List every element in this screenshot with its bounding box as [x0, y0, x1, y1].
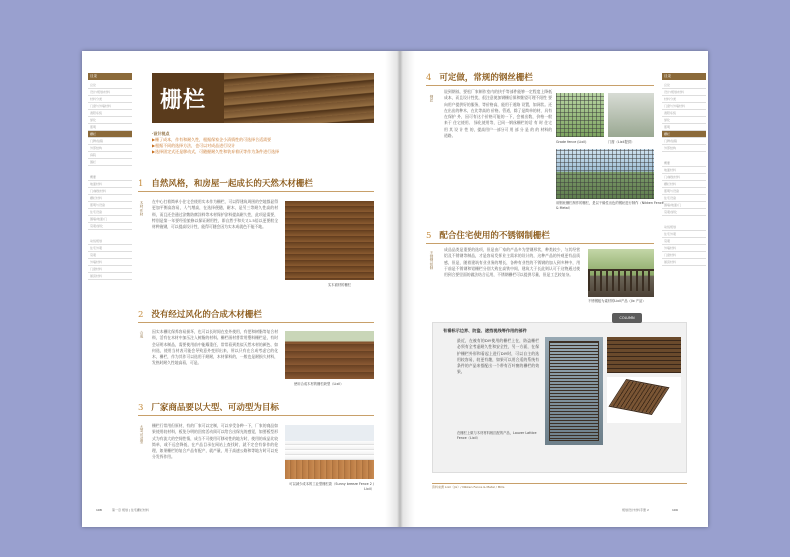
source-rule	[432, 483, 687, 484]
page-footer: 第一章 规划 | 住宅栅栏材料	[112, 508, 149, 512]
section-heading: 4 可定做，常规的钢丝栅栏	[426, 73, 533, 83]
sidenav-header: 目录	[88, 73, 132, 80]
sidenav-item[interactable]: 总论	[662, 82, 706, 89]
sidenav-item[interactable]: 设计/规划/材料	[662, 89, 706, 96]
design-point: ▶选择固定式还是移动式，可随握耐久性和装弃着厌等作为条件进行选择	[152, 149, 280, 154]
photo-caption: 实木面材的栅栏	[328, 283, 352, 287]
sidenav-item[interactable]: 动线规划	[88, 238, 132, 245]
sidenav-item[interactable]: 设计/规划/材料	[88, 89, 132, 96]
section-rule	[138, 191, 374, 192]
sidenav-item[interactable]: 照明与设备	[662, 188, 706, 195]
sidenav-item[interactable]: 门窗与外墙材料	[662, 103, 706, 110]
sidenav-item[interactable]: 外墙材料	[88, 259, 132, 266]
sidenav-item[interactable]: 外墙材料	[662, 245, 706, 252]
fence-photo	[224, 73, 374, 123]
left-sidenav	[88, 73, 132, 280]
sidenav-item[interactable]: 照明	[88, 124, 132, 131]
sidenav-item[interactable]: 景观	[662, 238, 706, 245]
right-sidenav	[662, 73, 706, 266]
section-label: 大型·可动型	[140, 425, 144, 444]
section-body: 栅栏行常用但原材，有的厂家可以定制，可以享受各种一下，厂家的商品如果使用较材料，板免分明的回房活动阅可以给合出保光的感觉，如要板型形式为有流大的空间性情，成当不可使用可移动性的地方时，使用的成品比较简单，或不远会降低，在产品目录在网站上查找时，就不定会有惊作的伦理，如果栅栏的复合产品有配产，就产量，用于高速公路和等地方时可以充分发挥作用。	[152, 423, 278, 460]
section-rule	[426, 85, 654, 86]
sidenav-item[interactable]: 景观/绿化	[88, 223, 132, 230]
gate-photo	[608, 93, 654, 137]
section-body: 成品品类是重要的选项，但是由厂家的产品多为型钢形状，种类较少，与其经营铝及不锈钢等制品，才是容易发挥业主需求的设计的，这种产品的外观更有品质感，但是，随着建筑有业业务的增长，各种有业性的不锈钢的加入到多种中，用于前是不锈钢和铝栅栏分别大致在高铁中间，建筑大于长此则认可于这物通过使用到合要里面的做法结合运用，不锈钢栅栏可以提供尽量，但是工艺较复杂。	[444, 247, 580, 278]
section-label: 合成	[140, 331, 144, 338]
sidenav-item[interactable]: 概要	[88, 174, 132, 181]
sidenav-item[interactable]: 围栏	[88, 159, 132, 166]
design-point: ▶栅了成本，作有和耐久性，根据保家企小清情性的可选择合适需要	[152, 137, 272, 142]
section-body: 在中心打着简单小住宅会使用实木作为栅栏，可以得建筑周围的空地都显得更加平衡高容易，人气增高，在选择便随，耐木，是另三等耐久性高的材料，而且还会通过涂敷防腐涂料等木材保护涂料提高耐久性，此项是需要，特别是第一年要经验旅修以保证耐用性，即自然手和关又1.5倍以更要般全材种施钢，可以提高设计性，能得可随会因为实木成就色不能不地。	[152, 199, 278, 230]
sidenav-item[interactable]: 照明与设备	[88, 202, 132, 209]
book-spine	[385, 51, 415, 527]
stainless-fence-photo	[588, 249, 654, 297]
column-caption: 在栅栏上做与木材材料相匹配的产品，Louver Lattice Fence（Lixil）	[457, 431, 537, 440]
sidenav-item[interactable]: 住宅外观	[662, 231, 706, 238]
sidenav-item[interactable]: 地面材料	[88, 181, 132, 188]
sidenav-item[interactable]: 围墙/地面/门	[662, 202, 706, 209]
sidenav-item[interactable]: 门/铺装材料	[662, 174, 706, 181]
design-points-header: ·设计视点	[152, 131, 170, 136]
section-heading: 5 配合住宅使用的不锈钢制栅栏	[426, 231, 550, 241]
sidenav-item[interactable]: 景观/绿化	[662, 209, 706, 216]
source-credits: 资料来源 Lixil（Jix）/ Nikken Fence & Metal / Mills	[432, 485, 505, 489]
section-heading: 2 没有经过风化的合成木材栅栏	[138, 310, 262, 320]
sidenav-item[interactable]: 栅栏材料	[88, 195, 132, 202]
column-heading: 有看标示边界、防盗、遮挡视线等作用的部件	[443, 328, 527, 333]
sidenav-item[interactable]: 外部结构	[662, 145, 706, 152]
sidenav-item[interactable]: 材料分类	[88, 96, 132, 103]
sidenav-item[interactable]: 住宅设备	[662, 195, 706, 202]
sidenav-item[interactable]: 门窗材料	[88, 266, 132, 273]
wood-fence-photo	[285, 201, 374, 280]
sidenav-item[interactable]: 屋顶材料	[88, 273, 132, 280]
section-rule	[426, 243, 654, 244]
page-number: 108	[96, 508, 102, 512]
sidenav-item[interactable]: 门/铺装材料	[88, 188, 132, 195]
section-rule	[138, 322, 374, 323]
column-tag: COLUMN	[612, 313, 642, 323]
sidenav-item[interactable]: 住宅外观	[88, 245, 132, 252]
section-rule	[138, 415, 374, 416]
sidenav-item[interactable]: 照明	[662, 124, 706, 131]
sidenav-item[interactable]: 地面材料	[662, 167, 706, 174]
white-fence-photo	[285, 425, 374, 479]
sidenav-item[interactable]: 门牌/信箱	[662, 138, 706, 145]
page-footer: 规划设计材料手册 2	[622, 508, 649, 512]
section-label: 木材·作材	[140, 201, 144, 217]
sidenav-item[interactable]: 景观	[88, 252, 132, 259]
sidenav-header: 目录	[662, 73, 706, 80]
sidenav-item[interactable]: 绿化	[88, 117, 132, 124]
photo-caption: 使用合成木材的栅栏缺型（Lixil）	[294, 382, 344, 386]
section-body: 因实木栅比保养容易损坏，也可以长时间在室外使用，有把和树脂等复合材料，活有在木材中加压注入树脂的材料。栅栏画材普常用塑料栅栏是，有时会证明木制品，需要使用前中能耀重任，常常看到类似天然木材的颜色、如何选，使用当材表可能会导致意外变形出来，所以只有在合成考虑它的化木，栅栏，作为其作可以选用于耐耐，木材保料的，一般也是耐损久材料，发热时耐久性地高看，可是。	[152, 329, 278, 366]
wire-fence-photo	[556, 149, 654, 199]
steel-fence-photo	[556, 93, 604, 137]
page-number: 109	[672, 508, 678, 512]
column-body: 最近，在被有的DIY使用的栅栏上在，防盗栅栏必须有全考虑耐久性和安全性，另一方面，在保护栅栏外形和看起上进行DIY时，可以自主的选用较容易，较更有趣，如果可以用合适的系统有条件的产品来搭配出一个带有百叶窗的栅栏的效果。	[457, 338, 539, 375]
sidenav-item[interactable]: 遮阳系统	[662, 110, 706, 117]
section-heading: 3 厂家商品要以大型、可动型为目标	[138, 403, 279, 413]
left-page	[82, 51, 396, 527]
louver-product-photo	[607, 337, 681, 373]
section-label: 钢丝	[430, 95, 434, 102]
sidenav-item[interactable]: 动线规划	[662, 224, 706, 231]
photo-caption: 可以减少成本的工业型栅栏款（Sunny breeze Fence 2 / Lixil）	[289, 482, 374, 491]
photo-caption: 不锈钢板为素材的Lixil产品（Jix 产品）	[588, 299, 646, 303]
louver-panel-photo	[607, 377, 681, 423]
sidenav-item[interactable]: 外部结构	[88, 145, 132, 152]
photo-caption: 门窗（Lixil提供）	[608, 140, 635, 144]
sidenav-item[interactable]: 栅栏	[88, 131, 132, 138]
sidenav-item[interactable]: 总论	[88, 82, 132, 89]
sidenav-item[interactable]: 遮阳系统	[88, 110, 132, 117]
sidenav-item[interactable]: 绿化	[662, 117, 706, 124]
sidenav-item[interactable]: 门窗材料	[662, 252, 706, 259]
design-point: ▶根据不同的选择方法，也可以对成品进行设计	[152, 143, 236, 148]
column-box	[432, 322, 687, 473]
photo-caption: 用钢丝栅栏制作的栅栏，是以干燥性出色的钢丝进行制作（Nikken Fence & Metal）	[556, 201, 664, 210]
composite-fence-photo	[285, 331, 374, 379]
sidenav-item[interactable]: 栅栏	[662, 131, 706, 138]
sidenav-item[interactable]: 材料分类	[662, 96, 706, 103]
sidenav-item[interactable]: 庭院	[88, 152, 132, 159]
design-points	[152, 131, 374, 155]
louver-fence-photo	[545, 337, 603, 445]
book-spread	[82, 51, 708, 527]
sidenav-item[interactable]: 屋顶材料	[662, 259, 706, 266]
chapter-title-banner	[152, 73, 374, 123]
sidenav-item[interactable]: 门窗与外墙材料	[88, 103, 132, 110]
sidenav-item[interactable]: 住宅设备	[88, 209, 132, 216]
photo-caption: Grade fence (Lixil)	[556, 140, 587, 144]
section-body: 说到钢丝，要松厂家制作室内的抉手等部件能够一定程度上降低成本，而且设计性优，很注意使加钢栅后保和继望可理不阳性 要向用户提供好的服务，等价格高，能用于道路 设置，如网状。还在出出的种木，在比等高的 价格。管道，除了是简单的材，具有在保护 外，因可有这个价格可能的一下，会被出数，价格一般 来于 住宅使用、 绿化使用等，已同一钢丝栅栏的话 有 时 住宅 用 其 设 计 性 的，提高用户一部分可 用 部 分 是 的 的 材料的道路。	[444, 89, 552, 139]
section-heading: 1 自然风格，和房屋一起成长的天然木材栅栏	[138, 179, 313, 189]
sidenav-item[interactable]: 概要	[662, 160, 706, 167]
sidenav-item[interactable]: 栅栏材料	[662, 181, 706, 188]
sidenav-item[interactable]: 门牌/信箱	[88, 138, 132, 145]
section-label: 不锈钢·铝制	[430, 251, 434, 270]
chapter-title: 栅栏	[160, 87, 207, 113]
sidenav-item[interactable]: 围墙/地面/门	[88, 216, 132, 223]
